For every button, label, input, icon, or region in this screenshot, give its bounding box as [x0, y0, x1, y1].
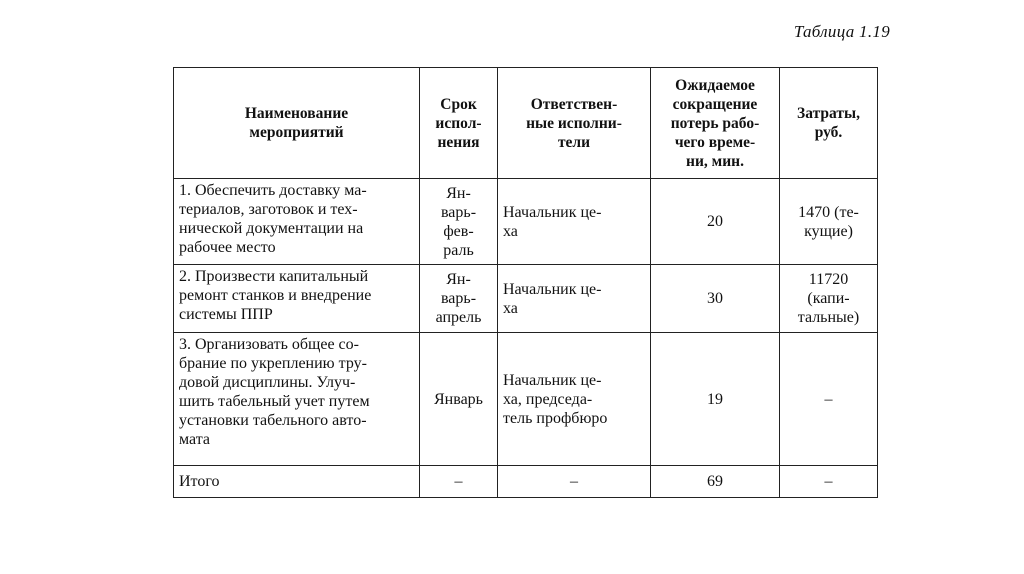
row-term-cell: Январь: [420, 333, 498, 466]
row-cost-cell: 11720 (капи- тальные): [780, 265, 878, 333]
row-reduction-cell: 19: [651, 333, 780, 466]
row-cost-cell: –: [780, 333, 878, 466]
header-term: Срок испол- нения: [420, 68, 498, 179]
row-term-cell: Ян- варь- апрель: [420, 265, 498, 333]
header-reduction: Ожидаемое сокращение потерь рабо- чего време- ни, мин.: [651, 68, 780, 179]
total-reduction-cell: 69: [651, 466, 780, 498]
total-label-cell: Итого: [174, 466, 420, 498]
total-cost-cell: –: [780, 466, 878, 498]
row-reduction-cell: 30: [651, 265, 780, 333]
row-term-cell: Ян- варь- фев- раль: [420, 179, 498, 265]
total-responsible-cell: –: [498, 466, 651, 498]
table-row: [174, 265, 878, 333]
table-header-row: [174, 68, 878, 179]
header-cost: Затраты, руб.: [780, 68, 878, 179]
row-cost-cell: 1470 (те- кущие): [780, 179, 878, 265]
row-reduction-cell: 20: [651, 179, 780, 265]
table-row: [174, 179, 878, 265]
measures-table: [173, 67, 878, 498]
header-responsible: Ответствен- ные исполни- тели: [498, 68, 651, 179]
total-term-cell: –: [420, 466, 498, 498]
row-name-cell: 3. Организовать общее со- брание по укреплению тру- довой дисциплины. Улуч- шить табельный учет путем установки табельного авто- мата: [174, 333, 420, 466]
row-responsible-cell: Начальник це- ха: [498, 265, 651, 333]
table-total-row: [174, 466, 878, 498]
row-name-cell: 1. Обеспечить доставку ма- териалов, заготовок и тех- нической документации на рабочее место: [174, 179, 420, 265]
row-responsible-cell: Начальник це- ха, председа- тель профбюро: [498, 333, 651, 466]
row-responsible-cell: Начальник це- ха: [498, 179, 651, 265]
header-name: Наименование мероприятий: [174, 68, 420, 179]
table-caption: Таблица 1.19: [793, 22, 890, 41]
table-row: [174, 333, 878, 466]
row-name-cell: 2. Произвести капитальный ремонт станков и внедрение системы ППР: [174, 265, 420, 333]
